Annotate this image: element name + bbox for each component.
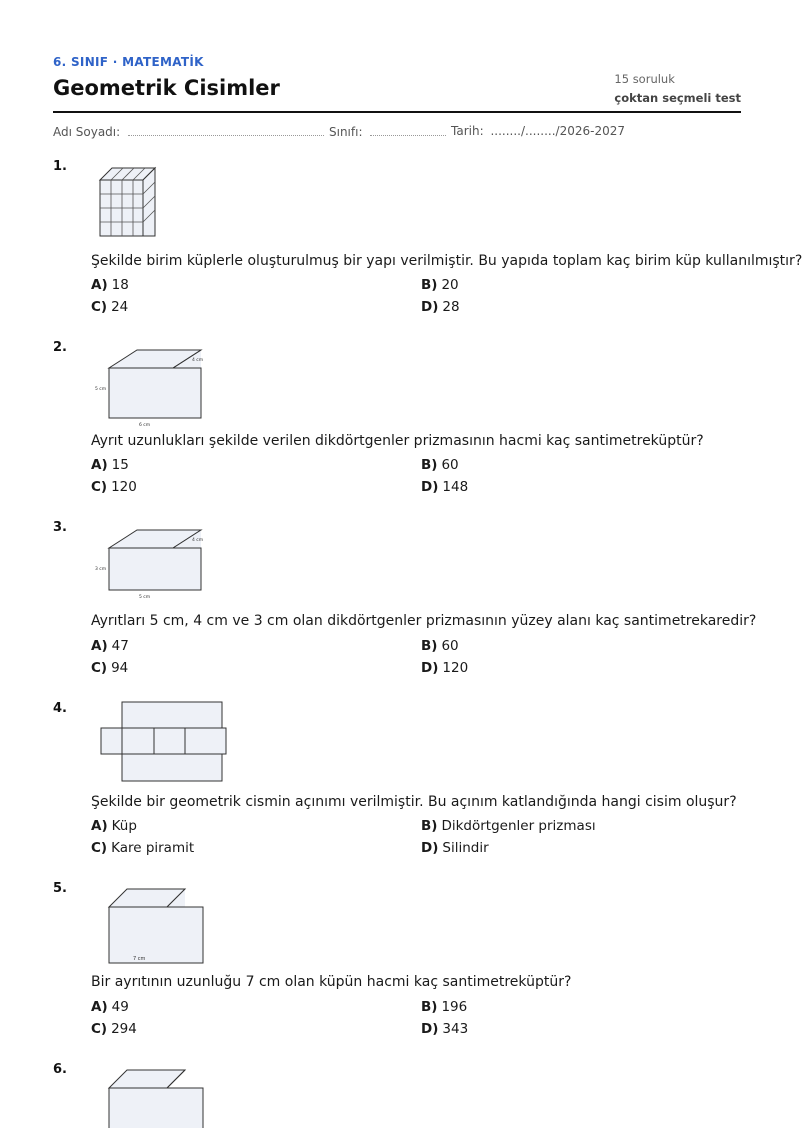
option-c[interactable]: C) 294 — [91, 1021, 137, 1037]
option-b[interactable]: B) Dikdörtgenler prizması — [421, 818, 596, 834]
option-a[interactable]: A) 18 — [91, 277, 129, 293]
height-label: 3 cm — [95, 567, 107, 572]
cube-figure — [91, 1068, 211, 1128]
height-label: 5 cm — [95, 387, 107, 392]
class-blank[interactable] — [370, 124, 446, 136]
option-d[interactable]: D) 343 — [421, 1021, 469, 1037]
rectangular-prism-figure — [91, 348, 215, 428]
cube-figure — [91, 887, 211, 967]
option-d[interactable]: D) 28 — [421, 299, 460, 315]
question-text: Ayrıtları 5 cm, 4 cm ve 3 cm olan dikdörtgenler prizmasının yüzey alanı kaç santimetrekaredir? — [91, 613, 757, 629]
option-a[interactable]: A) 49 — [91, 999, 129, 1015]
question-number: 3. — [53, 520, 67, 535]
date-value: ......../......../2026-2027 — [490, 124, 625, 138]
option-b[interactable]: B) 60 — [421, 457, 459, 473]
test-type: çoktan seçmeli test — [614, 91, 741, 105]
prism-net-figure — [91, 701, 219, 783]
name-label: Adı Soyadı: — [53, 125, 121, 139]
question-number: 4. — [53, 701, 67, 716]
test-meta — [614, 70, 741, 108]
question-text: Şekilde bir geometrik cismin açınımı verilmiştir. Bu açınım katlandığında hangi cisim oluşur? — [91, 794, 737, 810]
option-b[interactable]: B) 20 — [421, 277, 459, 293]
option-c[interactable]: C) 24 — [91, 299, 129, 315]
option-a[interactable]: A) Küp — [91, 818, 137, 834]
width-label: 6 cm — [139, 423, 151, 428]
name-field[interactable] — [53, 124, 324, 139]
question-number: 5. — [53, 881, 67, 896]
option-a[interactable]: A) 15 — [91, 457, 129, 473]
rectangular-prism-figure — [91, 528, 215, 600]
class-field[interactable] — [329, 124, 446, 139]
edge-label: 7 cm — [133, 956, 146, 962]
option-c[interactable]: C) Kare piramit — [91, 840, 195, 856]
option-d[interactable]: D) 148 — [421, 479, 469, 495]
option-c[interactable]: C) 120 — [91, 479, 137, 495]
header-divider — [53, 111, 741, 113]
question-text: Ayrıt uzunlukları şekilde verilen dikdörtgenler prizmasının hacmi kaç santimetreküptür? — [91, 433, 704, 449]
question-number: 1. — [53, 159, 67, 174]
question-text: Bir ayrıtının uzunluğu 7 cm olan küpün hacmi kaç santimetreküptür? — [91, 974, 572, 990]
option-a[interactable]: A) 47 — [91, 638, 129, 654]
option-b[interactable]: B) 196 — [421, 999, 468, 1015]
class-label: Sınıfı: — [329, 125, 363, 139]
depth-label: 4 cm — [192, 538, 204, 543]
option-b[interactable]: B) 60 — [421, 638, 459, 654]
page-title: Geometrik Cisimler — [53, 76, 280, 100]
unit-cube-structure-figure — [91, 164, 163, 238]
subject-label: 6. SINIF · MATEMATİK — [53, 55, 204, 69]
question-count: 15 soruluk — [614, 72, 675, 86]
name-blank[interactable] — [128, 124, 324, 136]
width-label: 5 cm — [139, 595, 151, 600]
question-number: 6. — [53, 1062, 67, 1077]
option-d[interactable]: D) Silindir — [421, 840, 489, 856]
option-c[interactable]: C) 94 — [91, 660, 129, 676]
depth-label: 4 cm — [192, 358, 204, 363]
date-label: Tarih: — [451, 124, 484, 138]
date-field[interactable] — [451, 124, 625, 138]
question-text: Şekilde birim küplerle oluşturulmuş bir yapı verilmiştir. Bu yapıda toplam kaç birim küp kullanılmıştır? — [91, 253, 802, 269]
question-number: 2. — [53, 340, 67, 355]
worksheet-page — [53, 0, 802, 1123]
option-d[interactable]: D) 120 — [421, 660, 469, 676]
